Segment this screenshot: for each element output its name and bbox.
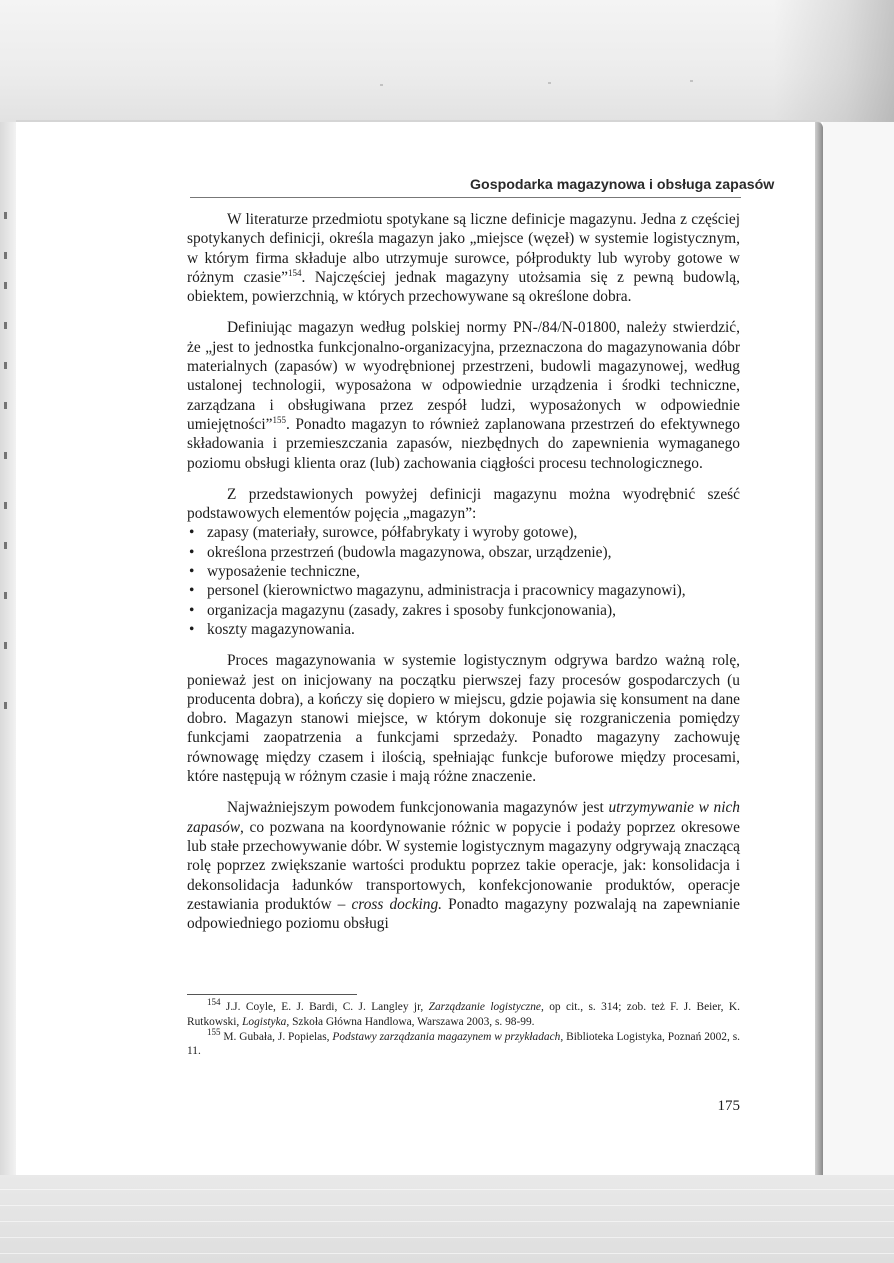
- list-item: • personel (kierownictwo magazynu, administracja i pracownicy magazynowi),: [187, 581, 740, 600]
- paragraph-1: W literaturze przedmiotu spotykane są liczne definicje magazynu. Jedna z częściej spotykanych definicji, określa magazyn jako „miejsce (węzeł) w systemie logistycznym, w którym firma składuje albo utrzymuje surowce, półprodukty lub wyroby gotowe w różnym czasie”$^{154}$. Najczęściej jednak magazyny utożsamia się z pewną budowlą, obiektem, powierzchnią, w których przechowywane są określone dobra.: [187, 211, 740, 306]
- paragraph-5: Najważniejszym powodem funkcjonowania magazynów jest utrzymywanie w nich zapasów, co pozwana na koordynowanie różnic w popycie i podaży poprzez okresowe lub stałe przechowywanie dóbr. W systemie logistycznym magazyny odgrywają znaczącą rolę poprzez zwiększanie wartości produktu poprzez takie operacje, jak: konsolidacja i dekonsolidacja ładunków transportowych, konfekcjonowanie produktów, operacje zestawiania produktów – cross docking. Ponadto magazyny pozwalają na zapewnianie odpowiedniego poziomu obsługi: [187, 799, 741, 933]
- dust-speck: [380, 84, 383, 86]
- footnote-rule: [187, 994, 357, 995]
- list-item: • koszty magazynowania.: [187, 620, 740, 639]
- paragraph-2: Definiując magazyn według polskiej normy PN-/84/N-01800, należy stwierdzić, że „jest to jednostka funkcjonalno-organizacyjna, przeznaczona do magazynowania dóbr materialnych (zapasów) w wyodrębnionej przestrzeni, budowli magazynowej, według ustalonej technologii, wyposażona w odpowiednie urządzenia i środki techniczne, zarządzana i obsługiwana przez zespół ludzi, wyposażonych w odpowiednie umiejętności”$^{155}$. Ponadto magazyn to również zaplanowana przestrzeń do efektywnego składowania i przemieszczania zapasów, niezbędnych do zapewnienia wymaganego poziomu obsługi klienta oraz (lub) zachowania ciągłości procesu technologicznego.: [187, 319, 740, 472]
- list-item: • określona przestrzeń (budowla magazynowa, obszar, urządzenie),: [187, 543, 740, 562]
- dust-speck: [548, 82, 551, 84]
- page-edge-shadow: [815, 122, 823, 1175]
- running-header: Gospodarka magazynowa i obsługa zapasów: [470, 177, 775, 193]
- footnote-154: $^{154}$ J.J. Coyle, E. J. Bardi, C. J. Langley jr, Zarządzanie logistyczne, op cit., s. 314; zob. też F. J. Beier, K. Rutkowski, Logistyka, Szkoła Główna Handlowa, Warszawa 2003, s. 98-99.: [187, 997, 740, 1028]
- elements-list: [187, 523, 740, 639]
- footnote-155: $^{155}$ M. Gubała, J. Popielas, Podstawy zarządzania magazynem w przykładach, Biblioteka Logistyka, Poznań 2002, s. 11.: [187, 1026, 740, 1058]
- dust-speck: [690, 80, 693, 82]
- list-item: • wyposażenie techniczne,: [187, 562, 740, 581]
- scanner-shadow: [774, 0, 894, 122]
- footnote-ref: 154: [287, 267, 302, 278]
- paragraph-4: Proces magazynowania w systemie logistycznym odgrywa bardzo ważną rolę, ponieważ jest on inicjowany na początku pierwszej fazy procesów gospodarczych (u producenta dobra), a kończy się dopiero w miejscu, gdzie pojawia się konsument na dane dobro. Magazyn stanowi miejsce, w którym dokonuje się rozgraniczenia pomiędzy funkcjami zaopatrzenia a funkcjami sprzedaży. Ponadto magazyny zachowuję równowagę między czasem i ilością, spełniając funkcje buforowe między procesami, które następują w różnym czasie i mają różne znaczenie.: [187, 652, 740, 786]
- footnote-ref: 155: [272, 414, 286, 425]
- body-text: [187, 210, 740, 933]
- scanner-background-top: [0, 0, 894, 122]
- scanner-background-bottom: [0, 1175, 894, 1263]
- footnotes: [187, 997, 740, 1059]
- header-rule: [190, 197, 741, 198]
- facing-page-edge: [0, 122, 16, 1175]
- list-item: • zapasy (materiały, surowce, półfabrykaty i wyroby gotowe),: [187, 523, 740, 542]
- paragraph-3: Z przedstawionych powyżej definicji magazynu można wyodrębnić sześć podstawowych elementów pojęcia „magazyn”:: [187, 485, 740, 523]
- scanner-background-right: [823, 122, 894, 1175]
- list-item: • organizacja magazynu (zasady, zakres i sposoby funkcjonowania),: [187, 601, 740, 620]
- page-number: 175: [717, 1098, 740, 1114]
